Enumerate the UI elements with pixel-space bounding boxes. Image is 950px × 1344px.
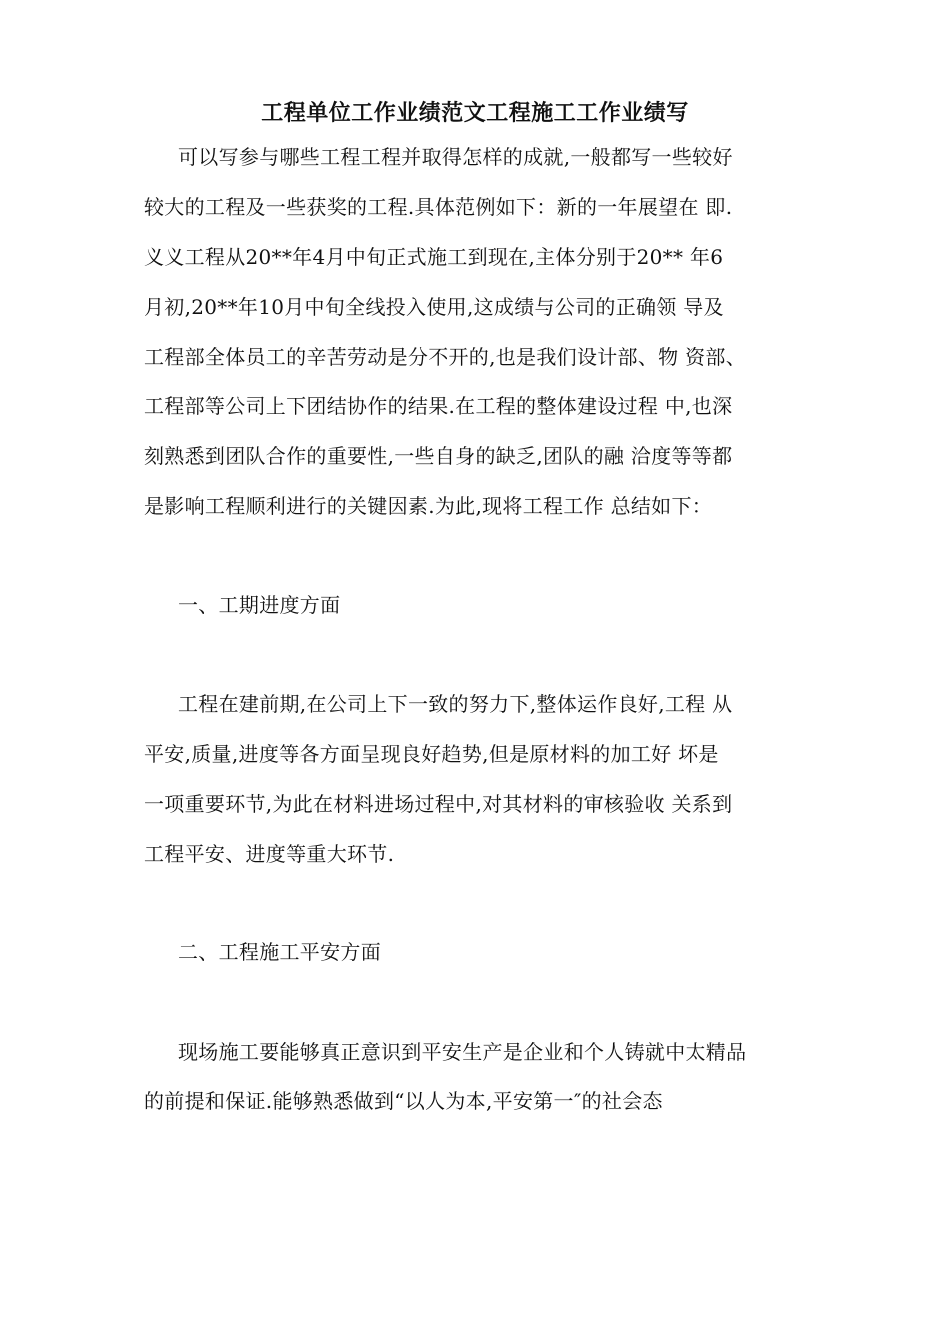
- paragraph-line: 的前提和保证.能够熟悉做到“以人为本,平安第一″的社会态: [144, 1089, 663, 1113]
- paragraph-line: 是影响工程顺利进行的关键因素.为此,现将工程工作 总结如下：: [144, 494, 713, 518]
- paragraph-line: 刻熟悉到团队合作的重要性,一些自身的缺乏,团队的融 洽度等等都: [144, 444, 733, 468]
- paragraph-line: 较大的工程及一些获奖的工程.具体范例如下：新的一年展望在 即.: [144, 195, 733, 219]
- paragraph-line: 工程在建前期,在公司上下一致的努力下,整体运作良好,工程 从: [178, 692, 733, 716]
- document-title: 工程单位工作业绩范文工程施工工作业绩写: [261, 100, 689, 126]
- paragraph-line: 工程部全体员工的辛苦劳动是分不开的,也是我们设计部、物 资部、: [144, 345, 747, 369]
- paragraph-line: 一项重要环节,为此在材料进场过程中,对其材料的审核验收 关系到: [144, 792, 733, 816]
- section-heading: 一、工期进度方面: [178, 593, 341, 617]
- paragraph-line: 现场施工要能够真正意识到平安生产是企业和个人铸就中太精品: [178, 1040, 747, 1064]
- section-heading: 二、工程施工平安方面: [178, 940, 381, 964]
- paragraph-line: 工程部等公司上下团结协作的结果.在工程的整体建设过程 中,也深: [144, 394, 733, 418]
- paragraph-line: 平安,质量,进度等各方面呈现良好趋势,但是原材料的加工好 坏是: [144, 742, 719, 766]
- paragraph-line: 月初,20**年10月中旬全线投入使用,这成绩与公司的正确领 导及: [144, 295, 724, 319]
- paragraph-line: 工程平安、进度等重大环节.: [144, 842, 395, 866]
- paragraph-line: 义义工程从20**年4月中旬正式施工到现在,主体分别于20** 年6: [144, 245, 724, 269]
- paragraph-line: 可以写参与哪些工程工程并取得怎样的成就,一般都写一些较好: [178, 145, 733, 169]
